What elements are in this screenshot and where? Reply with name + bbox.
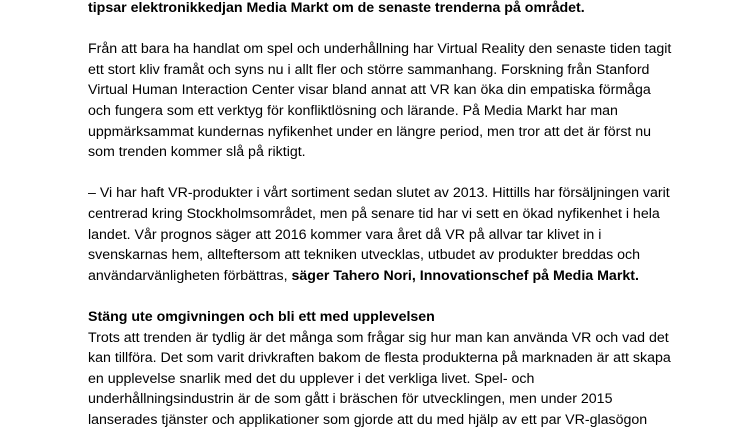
- paragraph-2-line: Trots att trenden är tydlig är det många som frågar sig hur man kan använda VR och vad det: [88, 328, 708, 349]
- paragraph-2: [88, 328, 708, 430]
- quote-line: svenskarnas hem, allteftersom att tekniken utvecklas, utbudet av produkter breddas och: [88, 245, 708, 266]
- quote-attribution: säger Tahero Nori, Innovationschef på Media Markt.: [292, 268, 639, 284]
- paragraph-2-line: kan tillföra. Det som varit drivkraften bakom de flesta produkterna på marknaden är att skapa: [88, 348, 708, 369]
- paragraph-1-line: som trenden kommer slå på riktigt.: [88, 142, 708, 163]
- intro-bold-line: tipsar elektronikkedjan Media Markt om de senaste trenderna på området.: [88, 0, 708, 19]
- paragraph-gap: [88, 163, 708, 184]
- paragraph-1: [88, 39, 708, 163]
- quote-last-line: [88, 266, 708, 287]
- paragraph-2-line: en upplevelse snarlik med det du upplever i det verkliga livet. Spel- och: [88, 369, 708, 390]
- quote-paragraph: [88, 183, 708, 286]
- paragraph-1-line: och fungera som ett verktyg för konfliktlösning och lärande. På Media Markt har man: [88, 101, 708, 122]
- quote-last-plain: användarvänligheten förbättras,: [88, 268, 292, 284]
- quote-line: landet. Vår prognos säger att 2016 kommer vara året då VR på allvar tar klivet in i: [88, 225, 708, 246]
- paragraph-1-line: Från att bara ha handlat om spel och underhållning har Virtual Reality den senaste tiden tagit: [88, 39, 708, 60]
- paragraph-1-line: ett stort kliv framåt och syns nu i allt fler och större sammanhang. Forskning från Stanford: [88, 60, 708, 81]
- paragraph-2-line: underhållningsindustrin är de som gått i bräschen för utvecklingen, men under 2015: [88, 389, 708, 410]
- section-heading: Stäng ute omgivningen och bli ett med upplevelsen: [88, 307, 708, 328]
- quote-line: – Vi har haft VR-produkter i vårt sortiment sedan slutet av 2013. Hittills har försäljningen varit: [88, 183, 708, 204]
- document-page: [88, 0, 708, 430]
- paragraph-1-line: Virtual Human Interaction Center visar bland annat att VR kan öka din empatiska förmåga: [88, 80, 708, 101]
- quote-line: centrerad kring Stockholmsområdet, men på senare tid har vi sett en ökad nyfikenhet i hela: [88, 204, 708, 225]
- paragraph-gap: [88, 286, 708, 307]
- paragraph-1-line: uppmärksammat kundernas nyfikenhet under en längre period, men tror att det är först nu: [88, 122, 708, 143]
- paragraph-gap: [88, 19, 708, 40]
- paragraph-2-line: lanserades tjänster och applikationer som gjorde att du med hjälp av ett par VR-glasögon: [88, 410, 708, 430]
